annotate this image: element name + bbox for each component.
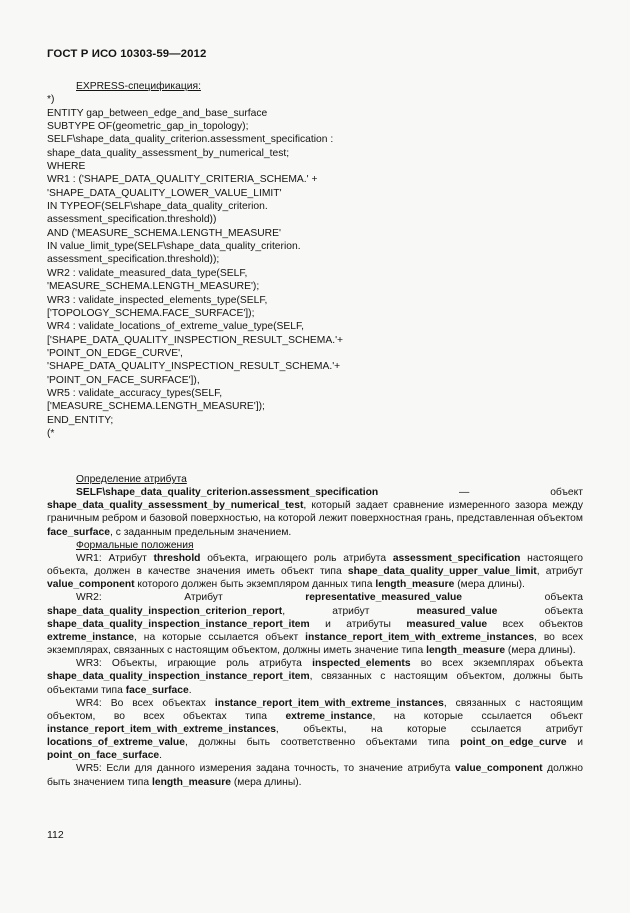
text-run: .: [159, 750, 163, 762]
formal-proposition-wr5: [47, 762, 583, 788]
text-run: , связанных с настоящим объектом, во всех объектах типа: [47, 697, 583, 722]
text-run: , атрибут: [282, 605, 417, 617]
text-run: объекта, играющего роль атрибута: [200, 552, 393, 564]
express-code-line: WR3 : validate_inspected_elements_type(SELF,: [47, 294, 268, 306]
text-run: , который задает сравнение измеренного зазора между граничным ребром и базовой поверхностью, на которой лежит поверхностная грань, представленная объектом: [47, 500, 583, 525]
term: assessment_specification: [392, 552, 521, 564]
text-run: объекта: [497, 605, 583, 617]
text-run: настоящего объекта, должен в качестве значения иметь объект типа: [47, 552, 583, 578]
text-run: во всех экземплярах объекта: [410, 658, 583, 670]
text-run: .: [188, 684, 192, 696]
term: SELF\shape_data_quality_criterion.assessment_specification: [76, 487, 379, 499]
text-run: , атрибут: [536, 566, 583, 578]
express-code-line: IN TYPEOF(SELF\shape_data_quality_criterion.: [47, 201, 268, 213]
text-run: WR1: Атрибут: [76, 552, 154, 564]
term: length_measure: [151, 776, 231, 788]
text-run: (мера длины).: [505, 645, 576, 657]
formal-proposition-wr3: [47, 657, 583, 696]
term: threshold: [153, 552, 201, 564]
text-run: (мера длины).: [454, 579, 525, 591]
term: value_component: [455, 763, 543, 775]
express-code-line: 'POINT_ON_EDGE_CURVE',: [47, 347, 183, 359]
text-run: и атрибуты: [309, 618, 407, 630]
term: instance_report_item_with_extreme_instances: [305, 631, 535, 643]
text-run: WR4: Во всех объектах: [76, 697, 215, 709]
text-run: — объект: [378, 487, 583, 499]
term: length_measure: [375, 579, 455, 591]
term: extreme_instance: [47, 631, 135, 643]
express-code-line: END_ENTITY;: [47, 414, 114, 426]
express-code-lines: [47, 93, 592, 440]
express-code-line: SUBTYPE OF(geometric_gap_in_topology);: [47, 121, 249, 133]
formal-propositions-heading: Формальные положения: [76, 539, 194, 551]
text-run: объекта: [462, 592, 583, 604]
express-code-line: *): [47, 94, 55, 106]
term: shape_data_quality_inspection_instance_report_item: [47, 671, 310, 683]
text-run: WR2: Атрибут: [76, 592, 306, 604]
term: point_on_face_surface: [47, 750, 160, 762]
term: measured_value: [416, 605, 498, 617]
term: face_surface: [47, 526, 110, 538]
term: measured_value: [406, 618, 488, 630]
express-code-line: WHERE: [47, 161, 86, 173]
term: shape_data_quality_assessment_by_numerical_test: [47, 500, 304, 512]
formal-proposition-wr2: [47, 591, 583, 657]
term: shape_data_quality_upper_value_limit: [347, 566, 537, 578]
term: value_component: [47, 579, 135, 591]
term: point_on_edge_curve: [460, 737, 567, 749]
text-run: WR5: Если для данного измерения задана точность, то значение атрибута: [76, 763, 455, 775]
express-code-line: WR5 : validate_accuracy_types(SELF,: [47, 387, 223, 399]
express-code-line: AND ('MEASURE_SCHEMA.LENGTH_MEASURE': [47, 227, 281, 239]
express-code-line: SELF\shape_data_quality_criterion.assessment_specification :: [47, 134, 334, 146]
express-code-line: WR2 : validate_measured_data_type(SELF,: [47, 267, 248, 279]
term: face_surface: [125, 684, 189, 696]
attribute-definition-paragraph: [47, 486, 583, 539]
text-run: , на которые ссылается объект: [372, 710, 583, 722]
text-run: всех объектов: [487, 618, 583, 630]
express-code-line: ENTITY gap_between_edge_and_base_surface: [47, 107, 268, 119]
express-code-line: ['MEASURE_SCHEMA.LENGTH_MEASURE']);: [47, 401, 265, 413]
text-run: должно быть значением типа: [47, 763, 583, 788]
express-code-line: 'SHAPE_DATA_QUALITY_INSPECTION_RESULT_SCHEMA.'+: [47, 361, 341, 373]
text-run: WR3: Объекты, играющие роль атрибута: [76, 658, 313, 670]
express-code-line: WR4 : validate_locations_of_extreme_value_type(SELF,: [47, 321, 304, 333]
term: inspected_elements: [312, 658, 411, 670]
text-run: , с заданным предельным значением.: [109, 526, 292, 538]
express-heading: EXPRESS-спецификация:: [76, 81, 201, 92]
express-code-line: (*: [47, 427, 55, 439]
text-run: , должны быть соответственно объектами типа: [184, 737, 461, 749]
term: representative_measured_value: [305, 592, 463, 604]
express-code-line: 'MEASURE_SCHEMA.LENGTH_MEASURE');: [47, 281, 260, 293]
express-code-line: 'POINT_ON_FACE_SURFACE']),: [47, 374, 200, 386]
attribute-definition-heading: Определение атрибута: [76, 474, 187, 485]
term: extreme_instance: [285, 710, 373, 722]
formal-proposition-wr4: [47, 697, 583, 763]
term: shape_data_quality_inspection_instance_report_item: [47, 618, 310, 630]
express-specification-block: [47, 80, 592, 440]
express-code-line: assessment_specification.threshold)): [47, 214, 217, 226]
page-number: 112: [47, 829, 64, 841]
text-run: (мера длины).: [230, 776, 302, 788]
text-run: , объекты, на которые ссылается атрибут: [275, 723, 583, 735]
express-code-line: IN value_limit_type(SELF\shape_data_quality_criterion.: [47, 241, 301, 253]
express-code-line: shape_data_quality_assessment_by_numerical_test;: [47, 147, 290, 159]
page-header-title: ГОСТ Р ИСО 10303-59—2012: [47, 48, 207, 60]
term: instance_report_item_with_extreme_instances: [47, 723, 276, 735]
text-run: и: [566, 737, 583, 749]
express-code-line: 'SHAPE_DATA_QUALITY_LOWER_VALUE_LIMIT': [47, 187, 282, 199]
text-run: , связанных с настоящим объектом, должны быть объектами типа: [47, 671, 583, 696]
term: length_measure: [426, 645, 506, 657]
text-run: которого должен быть экземпляром данных типа: [134, 579, 376, 591]
term: shape_data_quality_inspection_criterion_report: [47, 605, 283, 617]
express-code-line: ['SHAPE_DATA_QUALITY_INSPECTION_RESULT_SCHEMA.'+: [47, 334, 344, 346]
express-code-line: WR1 : ('SHAPE_DATA_QUALITY_CRITERIA_SCHEMA.' +: [47, 174, 318, 186]
term: locations_of_extreme_value: [47, 737, 185, 749]
express-code-line: assessment_specification.threshold));: [47, 254, 220, 266]
formal-propositions-list: [47, 552, 583, 789]
formal-proposition-wr1: [47, 552, 583, 591]
express-code-line: ['TOPOLOGY_SCHEMA.FACE_SURFACE']);: [47, 307, 255, 319]
term: instance_report_item_with_extreme_instances: [214, 697, 444, 709]
text-run: , во всех экземплярах, связанных с настоящим объектом, должны иметь значение типа: [47, 631, 583, 657]
descriptive-text: [47, 473, 583, 789]
text-run: , на которые ссылается объект: [134, 631, 306, 643]
